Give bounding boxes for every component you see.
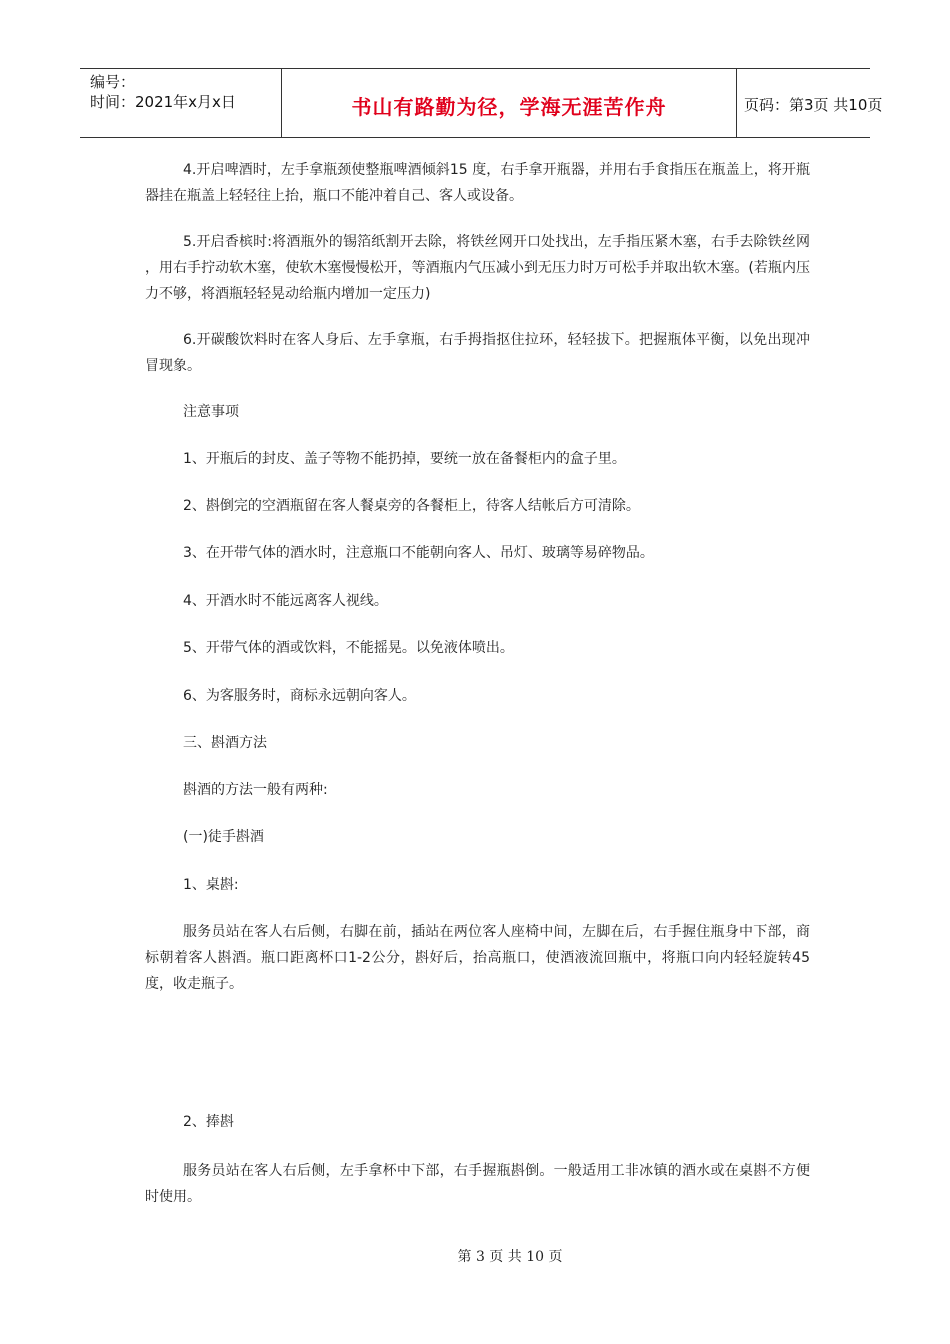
paragraph-two-methods: 斟酒的方法一般有两种:: [183, 782, 328, 798]
note-item-1: 1、开瓶后的封皮、盖子等物不能扔掉，要统一放在备餐柜内的盒子里。: [183, 451, 626, 467]
note-item-4: 4、开酒水时不能远离客人视线。: [183, 593, 388, 609]
paragraph-open-beer: 4.开启啤酒时，左手拿瓶颈使整瓶啤酒倾斜15 度，右手拿开瓶器，并用右手食指压在瓶盖上，将开瓶器挂在瓶盖上轻轻往上抬，瓶口不能冲着自己、客人或设备。: [145, 162, 810, 204]
paragraph-open-champagne: 5.开启香槟时:将酒瓶外的锡箔纸割开去除，将铁丝网开口处找出，左手指压紧木塞，右手去除铁丝网 ，用右手拧动软木塞，使软木塞慢慢松开，等酒瓶内气压减小到无压力时万可松手并取出软木塞。(若瓶内压力不够，将酒瓶轻轻晃动给瓶内增加一定压力): [145, 234, 810, 302]
header-motto: 书山有路勤为径，学海无涯苦作舟: [351, 95, 667, 119]
note-item-3: 3、在开带气体的酒水时，注意瓶口不能朝向客人、吊灯、玻璃等易碎物品。: [183, 545, 654, 561]
heading-table-pouring: 1、桌斟:: [183, 877, 239, 893]
heading-notes: 注意事项: [183, 404, 239, 420]
note-item-2: 2、斟倒完的空酒瓶留在客人餐桌旁的各餐柜上，待客人结帐后方可清除。: [183, 498, 640, 514]
heading-pouring-methods: 三、斟酒方法: [183, 735, 267, 751]
document-time-label: 时间：2021年x月x日: [90, 93, 236, 111]
paragraph-open-soda: 6.开碳酸饮料时在客人身后、左手拿瓶，右手拇指抠住拉环，轻轻拔下。把握瓶体平衡，以免出现冲冒现象。: [145, 332, 810, 374]
paragraph-table-pouring: 服务员站在客人右后侧，右脚在前，插站在两位客人座椅中间，左脚在后，右手握住瓶身中下部，商标朝着客人斟酒。瓶口距离杯口1-2公分，斟好后，抬高瓶口，使酒液流回瓶中，将瓶口向内轻轻旋转45度，收走瓶子。: [145, 924, 810, 992]
heading-hand-held-pouring: 2、捧斟: [183, 1114, 234, 1130]
header-motto-cell: [281, 69, 737, 137]
heading-freehand-pouring: (一)徒手斟酒: [183, 829, 264, 845]
note-item-6: 6、为客服务时，商标永远朝向客人。: [183, 688, 416, 704]
page-footer: 第 3 页 共 10 页: [457, 1249, 563, 1265]
header-page-info: 页码：第3页 共10页: [744, 96, 883, 114]
document-number-label: 编号：: [90, 73, 136, 91]
paragraph-hand-held-pouring: 服务员站在客人右后侧，左手拿杯中下部，右手握瓶斟倒。一般适用工非冰镇的酒水或在桌斟不方便时使用。: [145, 1163, 810, 1205]
header-page-cell: [736, 69, 883, 137]
document-header: [80, 68, 883, 138]
header-left-cell: [80, 69, 280, 137]
note-item-5: 5、开带气体的酒或饮料，不能摇晃。以免液体喷出。: [183, 640, 514, 656]
